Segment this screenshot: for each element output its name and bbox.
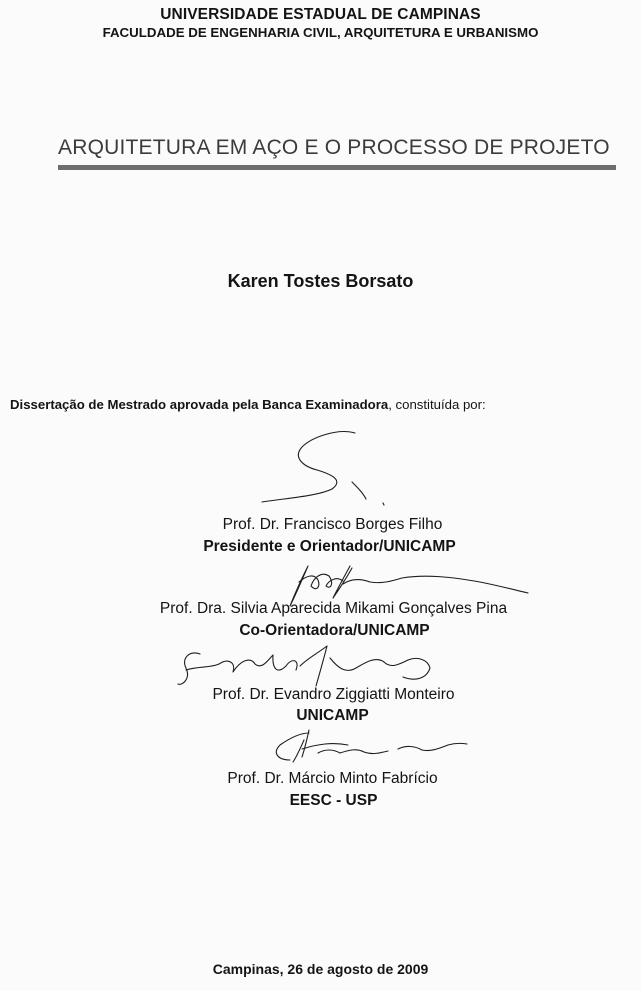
- signature-francisco: [262, 432, 384, 505]
- committee-member-name: Prof. Dr. Márcio Minto Fabrício: [227, 770, 438, 787]
- committee-member-role: Presidente e Orientador/UNICAMP: [203, 538, 456, 555]
- author-name: Karen Tostes Borsato: [227, 271, 414, 291]
- title-underline: [58, 165, 616, 170]
- committee-member-role: UNICAMP: [296, 707, 369, 724]
- approval-statement: [10, 397, 486, 412]
- signature-evandro: [178, 646, 430, 686]
- faculty-name: FACULDADE DE ENGENHARIA CIVIL, ARQUITETURA E URBANISMO: [102, 25, 539, 40]
- signature-marcio: [276, 730, 467, 762]
- approval-statement-bold: Dissertação de Mestrado aprovada pela Banca Examinadora: [10, 397, 389, 412]
- committee-member-role: EESC - USP: [289, 792, 378, 809]
- committee-member-name: Prof. Dra. Silvia Aparecida Mikami Gonçalves Pina: [159, 600, 508, 617]
- university-name: UNIVERSIDADE ESTADUAL DE CAMPINAS: [160, 6, 481, 23]
- committee-member-name: Prof. Dr. Evandro Ziggiatti Monteiro: [212, 686, 455, 703]
- place-and-date: Campinas, 26 de agosto de 2009: [212, 961, 429, 977]
- thesis-title: ARQUITETURA EM AÇO E O PROCESSO DE PROJETO: [58, 136, 610, 159]
- approval-statement-rest: , constituída por:: [388, 397, 486, 412]
- committee-member-role: Co-Orientadora/UNICAMP: [239, 622, 430, 639]
- committee-member-name: Prof. Dr. Francisco Borges Filho: [222, 516, 443, 533]
